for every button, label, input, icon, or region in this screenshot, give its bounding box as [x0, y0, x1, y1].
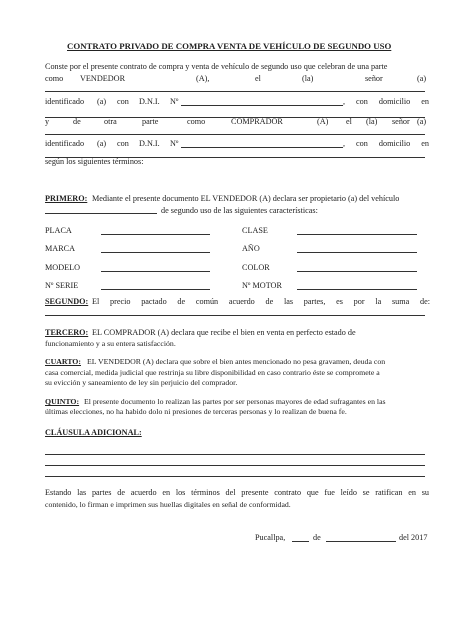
anio-field[interactable]	[297, 252, 417, 253]
intro-text: (A),	[196, 74, 210, 83]
tercero-heading: TERCERO:	[45, 328, 89, 337]
placa-label: PLACA	[45, 226, 72, 235]
motor-label: Nº MOTOR	[242, 281, 282, 290]
intro-text: otra	[104, 117, 117, 126]
quinto-line-2: últimas elecciones, no ha habido dolo ni presiones de terceras personas y lo realizan de buena fe.	[45, 407, 347, 416]
intro-text: (a)	[417, 117, 427, 126]
clase-field[interactable]	[297, 234, 417, 235]
quinto-line-1: El presente documento lo realizan las partes por ser personas mayores de edad sufragantes en las	[84, 397, 386, 406]
marca-field[interactable]	[101, 252, 210, 253]
date-de: de	[313, 533, 321, 542]
closing-line-1: Estando las partes de acuerdo en los términos del presente contrato que fue leído se ratifican en su	[45, 488, 429, 497]
clase-label: CLASE	[242, 226, 268, 235]
anio-label: AÑO	[242, 244, 260, 253]
intro-text: (A)	[317, 117, 329, 126]
modelo-label: MODELO	[45, 263, 81, 272]
intro-text: de	[73, 117, 81, 126]
modelo-field[interactable]	[101, 271, 210, 272]
intro-line-terms: según los siguientes términos:	[45, 157, 144, 166]
intro-text: con	[117, 97, 129, 106]
cuarto-line-2: casa comercial, medida judicial que restrinja su libre disponibilidad en caso contrario éste se compromete a	[45, 368, 380, 377]
serie-label: Nº SERIE	[45, 281, 79, 290]
intro-text: (a)	[417, 74, 427, 83]
intro-text: COMPRADOR	[231, 117, 283, 126]
color-field[interactable]	[297, 271, 417, 272]
contract-title: CONTRATO PRIVADO DE COMPRA VENTA DE VEHÍCULO DE SEGUNDO USO	[67, 41, 392, 51]
intro-text: y	[45, 117, 50, 126]
intro-text: , con domicilio en	[343, 139, 429, 148]
cuarto-line-1: EL VENDEDOR (A) declara que sobre el bien antes mencionado no pesa gravamen, deuda con	[87, 357, 386, 366]
marca-label: MARCA	[45, 244, 76, 253]
primero-heading: PRIMERO:	[45, 194, 88, 203]
intro-text: (la)	[302, 74, 314, 83]
intro-text: parte	[142, 117, 159, 126]
intro-text: con	[117, 139, 129, 148]
intro-text: como	[45, 74, 64, 83]
intro-text: (a)	[97, 139, 107, 148]
color-label: COLOR	[242, 263, 270, 272]
intro-text: identificado	[45, 97, 85, 106]
intro-text: el	[346, 117, 352, 126]
intro-text: (a)	[97, 97, 107, 106]
clausula-line[interactable]	[45, 476, 425, 477]
primero-line-1: Mediante el presente documento EL VENDEDOR (A) declara ser propietario (a) del vehículo	[92, 194, 400, 203]
price-field[interactable]	[45, 315, 425, 316]
buyer-name-field[interactable]	[45, 134, 425, 135]
seller-name-field[interactable]	[45, 91, 425, 92]
segundo-text: El precio pactado de común acuerdo de las partes, es por la suma de:	[92, 297, 430, 306]
intro-line-1: Conste por el presente contrato de compra y venta de vehículo de segundo uso que celebran de una parte	[45, 62, 388, 71]
seller-dni-field[interactable]	[181, 105, 343, 106]
buyer-dni-field[interactable]	[181, 147, 343, 148]
cuarto-heading: CUARTO:	[45, 357, 81, 366]
date-city: Pucallpa,	[255, 533, 286, 542]
intro-text: el	[255, 74, 261, 83]
motor-field[interactable]	[297, 289, 417, 290]
vehicle-field[interactable]	[45, 213, 157, 214]
tercero-line-1: EL COMPRADOR (A) declara que recibe el bien en venta en perfecto estado de	[92, 328, 356, 337]
intro-text: señor	[365, 74, 383, 83]
tercero-line-2: funcionamiento y a su entera satisfacción.	[45, 339, 176, 348]
placa-field[interactable]	[101, 234, 210, 235]
closing-line-2: contenido, lo firman e imprimen sus huellas digitales en señal de conformidad.	[45, 500, 291, 509]
intro-text: señor	[392, 117, 410, 126]
date-day-field[interactable]	[292, 541, 309, 542]
date-year: del 2017	[399, 533, 428, 542]
intro-text: D.N.I.	[139, 97, 160, 106]
primero-line-2: de segundo uso de las siguientes características:	[161, 206, 318, 215]
intro-text: VENDEDOR	[80, 74, 126, 83]
serie-field[interactable]	[101, 289, 210, 290]
clausula-heading: CLÁUSULA ADICIONAL:	[45, 428, 142, 437]
intro-text: Nº	[170, 97, 179, 106]
cuarto-line-3: su evicción y saneamiento de ley sin perjuicio del comprador.	[45, 378, 238, 387]
quinto-heading: QUINTO:	[45, 397, 80, 406]
clausula-line[interactable]	[45, 465, 425, 466]
intro-text: Nº	[170, 139, 179, 148]
date-month-field[interactable]	[326, 541, 396, 542]
segundo-heading: SEGUNDO:	[45, 297, 89, 306]
intro-text: D.N.I.	[139, 139, 160, 148]
intro-text: , con domicilio en	[343, 97, 429, 106]
intro-text: (la)	[366, 117, 378, 126]
intro-text: como	[187, 117, 206, 126]
clausula-line[interactable]	[45, 454, 425, 455]
intro-text: identificado	[45, 139, 85, 148]
